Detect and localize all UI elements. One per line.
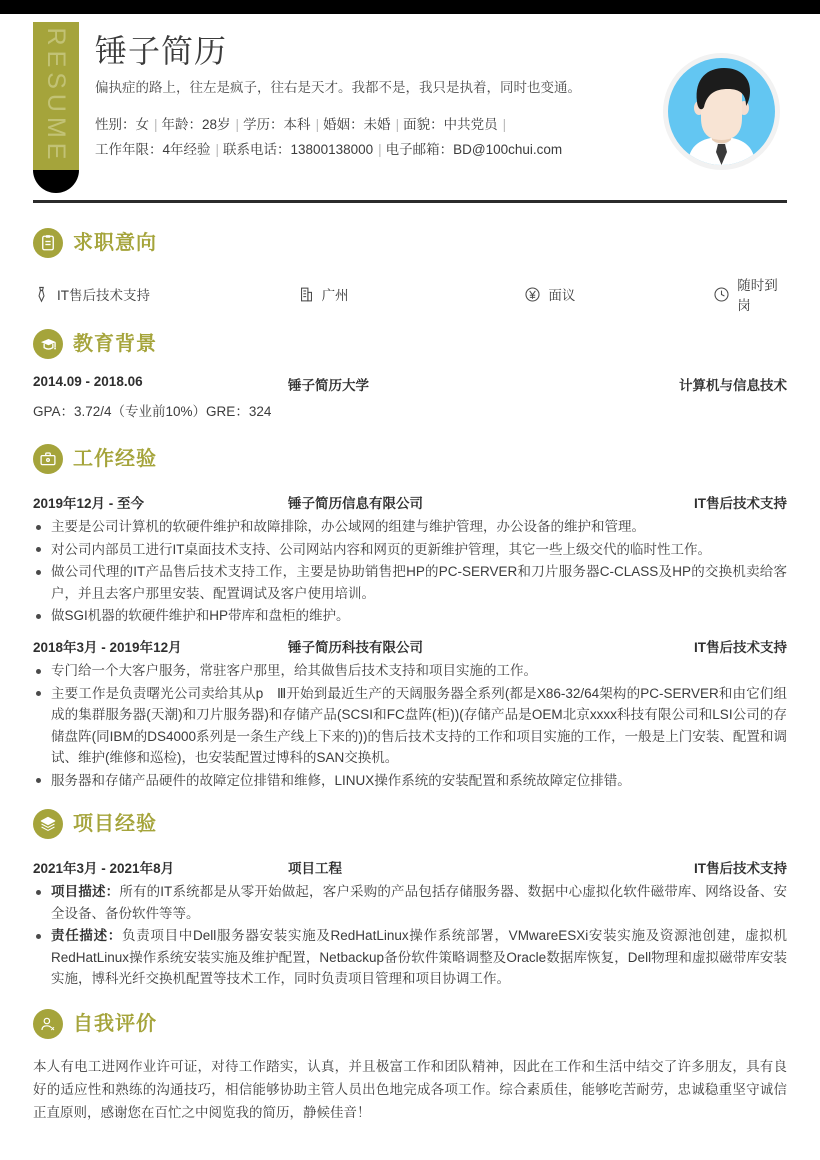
- section-header-education: [33, 329, 157, 359]
- list-item: 对公司内部员工进行IT桌面技术支持、公司网站内容和网页的更新维护管理，其它一些上级交代的临时性工作。: [33, 539, 787, 561]
- page-title: 锤子简历: [95, 33, 228, 69]
- work-date-2: 2018年3月 - 2019年12月: [33, 640, 182, 655]
- project-bullet-text: 负责项目中Dell服务器安装实施及RedHatLinux操作系统部署，VMwareESXi安装实施及资源池创建，虚拟机RedHatLinux操作系统安装实施及维护配置，Netbackup备份软件策略调整及Oracle数据库恢复，Dell物理和虚拟磁带库安装实施，博科光纤交换机配置等技术工作，同时负责项目管理和项目协调工作。: [51, 928, 788, 986]
- education-date: 2014.09 - 2018.06: [33, 374, 143, 389]
- work-role-2: IT售后技术支持: [694, 640, 787, 655]
- work-company-2: 锤子简历科技有限公司: [288, 640, 423, 655]
- ribbon-label: RESUME: [42, 27, 70, 165]
- intention-availability-label: 随时到岗: [737, 278, 778, 313]
- intention-salary-label: 面议: [548, 288, 576, 303]
- project-bullet-label: 项目描述：: [51, 884, 120, 899]
- avatar-illustration: [668, 58, 775, 165]
- fact-divider: |: [395, 117, 400, 132]
- list-item: 主要是公司计算机的软硬件维护和故障排除，办公域网的组建与维护管理，办公设备的维护和管理。: [33, 516, 787, 538]
- fact-divider: |: [154, 117, 158, 132]
- briefcase-icon: [33, 444, 63, 474]
- work-bullets-2: [33, 660, 787, 792]
- intention-items: [33, 274, 787, 314]
- top-black-bar: [0, 0, 820, 14]
- section-header-work: [33, 444, 157, 474]
- work-company-1: 锤子简历信息有限公司: [288, 496, 423, 511]
- section-title-self: 自我评价: [73, 1013, 157, 1035]
- education-major: 计算机与信息技术: [679, 378, 787, 393]
- work-date-1: 2019年12月 - 至今: [33, 496, 145, 511]
- fact-experience: 工作年限：4年经验: [95, 142, 211, 157]
- education-school: 锤子简历大学: [288, 378, 369, 393]
- facts-line-2: [95, 137, 655, 162]
- project-bullet-label: 责任描述：: [51, 928, 122, 943]
- fact-email: 电子邮箱：BD@100chui.com: [385, 142, 563, 157]
- header-motto: 偏执症的路上，往左是疯子，往右是天才。我都不是，我只是执着，同时也变通。: [95, 80, 581, 95]
- intention-salary: [524, 284, 713, 304]
- project-bullets: [33, 881, 787, 991]
- list-item: 主要工作是负责曙光公司卖给其从p Ⅲ开始到最近生产的天阔服务器全系列(都是X86-32/64架构的PC-SERVER和由它们组成的集群服务器(天潮)和刀片服务器)和存储产品(SCSI和FC盘阵(柜))(存储产品是OEM北京xxxx科技有限公司和LSI公司的存储盘阵(同IBM的DS4000系列是一条生产线上下来的))的售后技术支持的工作和项目实施的工作，一般是上门安装、配置和调试、维护(维修和巡检)，也安装配置过博科的SAN交换机。: [33, 683, 787, 769]
- avatar: [663, 53, 780, 170]
- list-item: [33, 925, 787, 990]
- fact-divider: |: [215, 142, 220, 157]
- header-facts: [95, 112, 655, 162]
- self-evaluation-text: 本人有电工进网作业许可证，对待工作踏实，认真，并且极富工作和团队精神，因此在工作和生活中结交了许多朋友，具有良好的适应性和熟练的沟通技巧，相信能够协助主管人员出色地完成各项工作。综合素质佳，能够吃苦耐劳，忠诚稳重坚守诚信正直原则，感谢您在百忙之中阅览我的简历，静候佳音！: [33, 1059, 787, 1120]
- education-detail: GPA：3.72/4（专业前10%）GRE：324: [33, 404, 272, 419]
- graduation-cap-icon: [33, 329, 63, 359]
- avatar-person-icon: [668, 58, 775, 165]
- clipboard-icon: [33, 228, 63, 258]
- intention-position-label: IT售后技术支持: [57, 288, 150, 303]
- fact-divider: |: [378, 142, 382, 157]
- work-bullets-1: [33, 516, 787, 628]
- list-item: 做SGI机器的软硬件维护和HP带库和盘柜的维护。: [33, 605, 787, 627]
- intention-location-label: 广州: [321, 288, 349, 303]
- clock-icon: [713, 286, 730, 303]
- work-entry-2: [33, 636, 787, 656]
- layers-icon: [33, 809, 63, 839]
- person-icon: [33, 1009, 63, 1039]
- intention-position: [33, 284, 298, 304]
- project-bullet-text: 所有的IT系统都是从零开始做起，客户采购的产品包括存储服务器、数据中心虚拟化软件磁带库、网络设备、安全设备、备份软件等等。: [51, 884, 788, 921]
- header-divider: [33, 200, 787, 203]
- section-header-intention: [33, 228, 157, 258]
- work-role-1: IT售后技术支持: [694, 496, 787, 511]
- project-name: 项目工程: [288, 861, 342, 876]
- project-date: 2021年3月 - 2021年8月: [33, 861, 175, 876]
- project-role: IT售后技术支持: [694, 861, 787, 876]
- fact-gender: 性别：女: [95, 117, 149, 132]
- fact-political: 面貌：中共党员: [403, 117, 498, 132]
- section-header-project: [33, 809, 157, 839]
- fact-education: 学历：本科: [243, 117, 311, 132]
- section-title-work: 工作经验: [73, 448, 157, 470]
- fact-phone: 联系电话：13800138000: [223, 142, 374, 157]
- facts-line-1: [95, 112, 655, 137]
- work-entry-1: [33, 492, 787, 512]
- section-header-self: [33, 1009, 157, 1039]
- necktie-icon: [33, 286, 50, 303]
- ribbon-foot: [33, 170, 79, 193]
- project-entry: [33, 857, 787, 877]
- section-title-intention: 求职意向: [73, 232, 157, 254]
- yen-circle-icon: [524, 286, 541, 303]
- fact-marital: 婚姻：未婚: [323, 117, 391, 132]
- header-block: [95, 30, 655, 162]
- section-title-project: 项目经验: [73, 813, 157, 835]
- fact-divider: |: [235, 117, 240, 132]
- intention-location: [298, 284, 525, 304]
- list-item: 做公司代理的IT产品售后技术支持工作，主要是协助销售把HP的PC-SERVER和刀片服务器C-CLASS及HP的交换机卖给客户，并且去客户那里安装、配置调试及客户使用培训。: [33, 561, 787, 604]
- building-icon: [298, 286, 315, 303]
- list-item: [33, 881, 787, 924]
- resume-ribbon: [33, 22, 79, 170]
- list-item: 专门给一个大客户服务，常驻客户那里，给其做售后技术支持和项目实施的工作。: [33, 660, 787, 682]
- fact-age: 年龄：28岁: [161, 117, 231, 132]
- section-title-education: 教育背景: [73, 333, 157, 355]
- intention-availability: [713, 274, 787, 314]
- list-item: 服务器和存储产品硬件的故障定位排错和维修，LINUX操作系统的安装配置和系统故障定位排错。: [33, 770, 787, 792]
- education-entry: [33, 374, 787, 394]
- fact-divider: |: [502, 117, 507, 132]
- fact-divider: |: [315, 117, 320, 132]
